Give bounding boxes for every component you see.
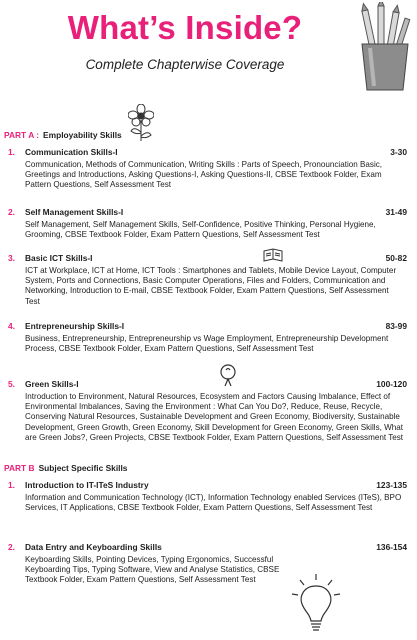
chapter-data-entry-keyboarding [6,541,411,586]
chapter-basic-ict-skills [6,252,411,307]
chapter-topics: Communication, Methods of Communication, Writing Skills : Parts of Speech, Pronounciation Basic, Greetings and Introductions, Asking Questions-I, Asking Questions-II, CBSE Textbook Folder, Exam Pattern Questions, Self Assessment Test [25,160,383,190]
chapter-title: Communication Skills-I [25,147,118,157]
chapter-topics: Self Management, Self Management Skills, Self-Confidence, Positive Thinking, Personal Hygiene, Grooming, CBSE Textbook Folder, Exam Pattern Questions, Self Assessment Test [25,220,376,240]
chapter-green-skills [6,378,411,443]
chapter-communication-skills [6,146,411,191]
chapter-title: Entrepreneurship Skills-I [25,321,125,331]
chapter-number: 3. [8,253,15,263]
chapter-number: 5. [8,379,15,389]
page-title: What’s Inside? [67,9,303,46]
chapter-number: 4. [8,321,15,331]
chapter-number: 2. [8,207,15,217]
chapter-title: Introduction to IT-ITeS Industry [25,480,149,490]
chapter-pages: 123-135 [376,480,407,490]
chapter-pages: 136-154 [376,542,407,552]
chapter-title: Self Management Skills-I [25,207,124,217]
page-subtitle: Complete Chapterwise Coverage [85,57,285,72]
part-title: Employability Skills [43,130,122,140]
pencil-cup-icon [356,2,414,92]
chapter-topics: ICT at Workplace, ICT at Home, ICT Tools : Smartphones and Tablets, Mobile Device Layout, Computer System, Ports and Connections, Basic Computer Operations, Files and Folders, Communication and Networking, Introduction to E-mail, CBSE Textbook Folder, Exam Pattern Questions, Self Assessment Test [25,266,397,306]
part-b-heading [4,463,127,474]
chapter-number: 1. [8,480,15,490]
chapter-topics: Introduction to Environment, Natural Resources, Ecosystem and Factors Causing Imbalance, Effect of Environmental Imbalances, Saving the Environment : What Can You Do?, Reduce, Reuse, Recycle, Conserving Natural Resources, Sustainable Development and Green Economy, Biodiversity, Sustainable Development, Green Growth, Green Economy, Skill Development for Green Economy, Green Skills, What are Green Jobs?, Green Projects, CBSE Textbook Folder, Exam Pattern Questions, Self Assessment Test [25,392,404,442]
chapter-topics: Keyboarding Skills, Pointing Devices, Typing Ergonomics, Successful Keyboarding Tips, Typing Software, View and Analyse Statistics, CBSE Textbook Folder, Exam Pattern Questions, Self Assessment Test [25,555,280,585]
chapter-entrepreneurship-skills [6,320,411,354]
chapter-title: Data Entry and Keyboarding Skills [25,542,162,552]
chapter-topics: Business, Entrepreneurship, Entrepreneurship vs Wage Employment, Entrepreneurship Development Process, CBSE Textbook Folder, Exam Pattern Questions, Self Assessment Test [25,334,389,354]
chapter-title: Green Skills-I [25,379,79,389]
chapter-pages: 50-82 [385,253,407,263]
part-a-heading [4,130,122,141]
part-label: PART A : [4,130,40,140]
chapter-pages: 100-120 [376,379,407,389]
flower-icon [128,104,154,142]
chapter-pages: 31-49 [385,207,407,217]
chapter-self-management-skills [6,206,411,240]
chapter-number: 1. [8,147,15,157]
chapter-number: 2. [8,542,15,552]
chapter-title: Basic ICT Skills-I [25,253,93,263]
part-title: Subject Specific Skills [38,463,128,473]
part-label: PART B [4,463,35,473]
chapter-pages: 3-30 [390,147,407,157]
chapter-pages: 83-99 [385,321,407,331]
chapter-topics: Information and Communication Technology (ICT), Information Technology enabled Services (ITeS), BPO Services, IT Applications, CBSE Textbook Folder, Exam Pattern Questions, Self Assessment Test [25,493,402,513]
chapter-it-ites-industry [6,479,411,513]
